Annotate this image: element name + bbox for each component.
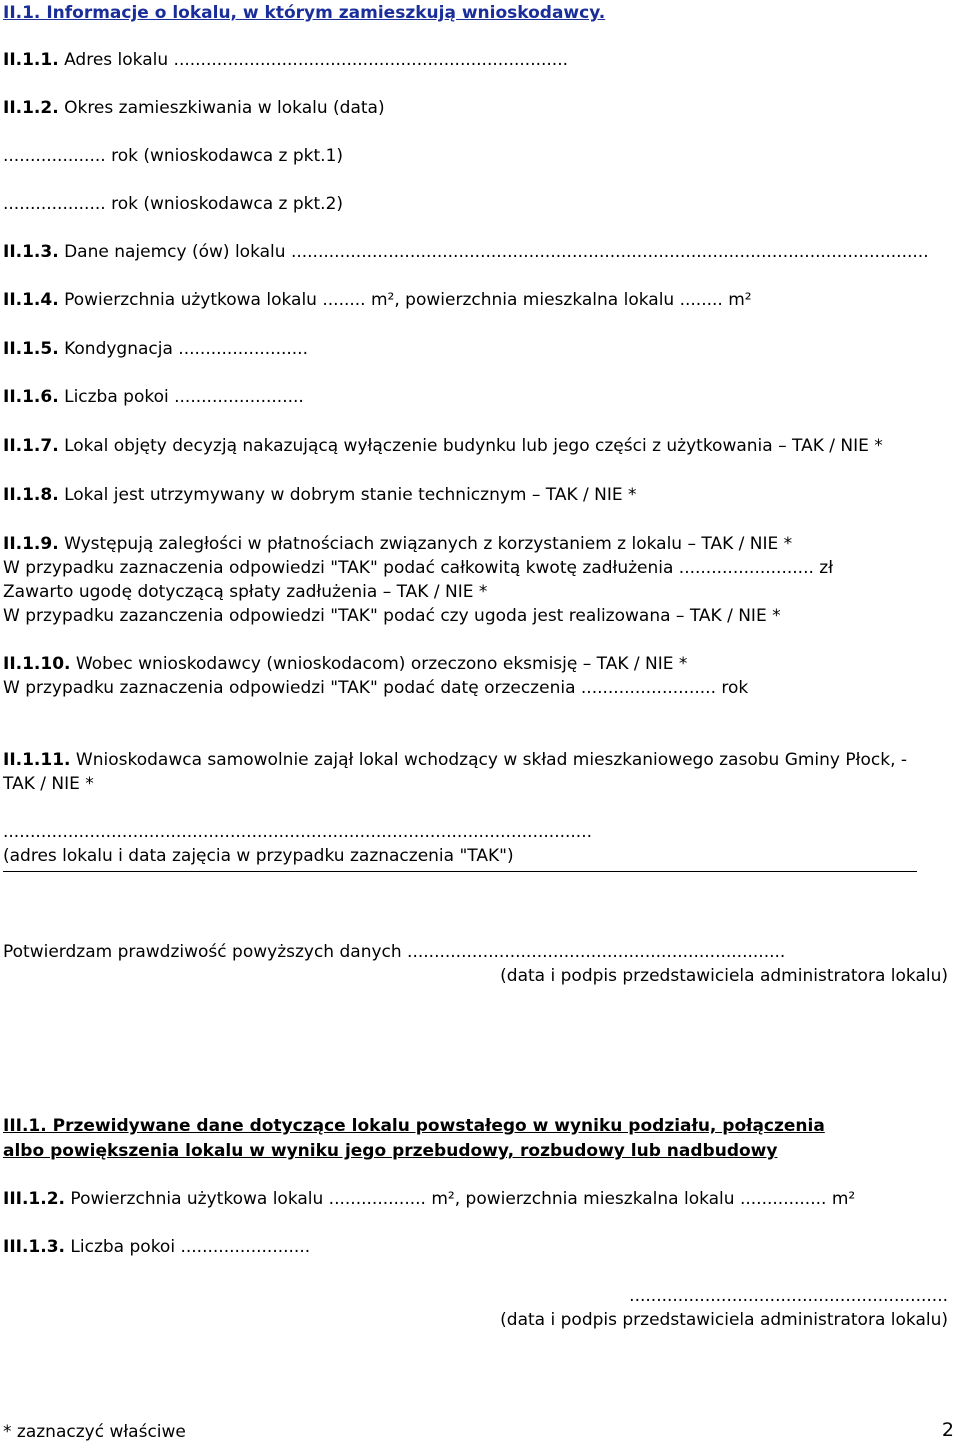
- item-1-10: II.1.10. Wobec wnioskodawcy (wnioskodacom) orzeczono eksmisję – TAK / NIE *: [3, 654, 688, 674]
- item-3-1-2: III.1.2. Powierzchnia użytkowa lokalu .................. m², powierzchnia mieszkalna lokalu ................ m²: [3, 1189, 856, 1209]
- item-1-2-a: ................... rok (wnioskodawca z pkt.1): [3, 146, 344, 166]
- dots-2: ...........................................................: [629, 1286, 948, 1306]
- item-3-1-3: III.1.3. Liczba pokoi ........................: [3, 1237, 311, 1257]
- item-1-2-b: ................... rok (wnioskodawca z pkt.2): [3, 194, 344, 214]
- item-1-8: II.1.8. Lokal jest utrzymywany w dobrym stanie technicznym – TAK / NIE *: [3, 485, 637, 505]
- item-1-6: II.1.6. Liczba pokoi ........................: [3, 387, 304, 407]
- item-1-11-dots: .............................................................................................................: [3, 822, 593, 842]
- item-1-9-debt: W przypadku zaznaczenia odpowiedzi "TAK" podać całkowitą kwotę zadłużenia ......................... zł: [3, 558, 834, 578]
- admin-caption-2: (data i podpis przedstawiciela administratora lokalu): [500, 1310, 948, 1330]
- item-1-9-agreement-status: W przypadku zazanczenia odpowiedzi "TAK" podać czy ugoda jest realizowana – TAK / NIE *: [3, 606, 781, 626]
- item-1-9: II.1.9. Występują zaległości w płatnościach związanych z korzystaniem z lokalu – TAK / NIE *: [3, 534, 793, 554]
- divider: [3, 871, 917, 872]
- section-3-title-line-2: albo powiększenia lokalu w wyniku jego przebudowy, rozbudowy lub nadbudowy: [3, 1141, 778, 1161]
- item-1-2: II.1.2. Okres zamieszkiwania w lokalu (data): [3, 98, 385, 118]
- item-1-5: II.1.5. Kondygnacja ........................: [3, 339, 308, 359]
- confirmation: Potwierdzam prawdziwość powyższych danych ......................................................................: [3, 942, 786, 962]
- item-1-7: II.1.7. Lokal objęty decyzją nakazującą wyłączenie budynku lub jego części z użytkowania – TAK / NIE *: [3, 436, 883, 456]
- item-1-9-agreement: Zawarto ugodę dotyczącą spłaty zadłużenia – TAK / NIE *: [3, 582, 488, 602]
- item-1-10-date: W przypadku zaznaczenia odpowiedzi "TAK" podać datę orzeczenia ......................... rok: [3, 678, 749, 698]
- section-title: II.1. Informacje o lokalu, w którym zamieszkują wnioskodawcy.: [3, 3, 606, 23]
- item-1-1: II.1.1. Adres lokalu .........................................................................: [3, 50, 569, 70]
- item-1-4: II.1.4. Powierzchnia użytkowa lokalu ........ m², powierzchnia mieszkalna lokalu ........ m²: [3, 290, 752, 310]
- admin-caption-1: (data i podpis przedstawiciela administratora lokalu): [500, 966, 948, 986]
- item-1-11-caption: (adres lokalu i data zajęcia w przypadku zaznaczenia "TAK"): [3, 846, 514, 866]
- page-number: 2: [941, 1419, 954, 1441]
- item-1-11-answer: TAK / NIE *: [3, 774, 94, 794]
- footnote: * zaznaczyć właściwe: [3, 1422, 186, 1442]
- item-1-11: II.1.11. Wnioskodawca samowolnie zajął lokal wchodzący w skład mieszkaniowego zasobu Gminy Płock, -: [3, 750, 908, 770]
- section-3-title-line-1: III.1. Przewidywane dane dotyczące lokalu powstałego w wyniku podziału, połączenia: [3, 1116, 825, 1136]
- item-1-3: II.1.3. Dane najemcy (ów) lokalu ......................................................................................................................: [3, 242, 929, 262]
